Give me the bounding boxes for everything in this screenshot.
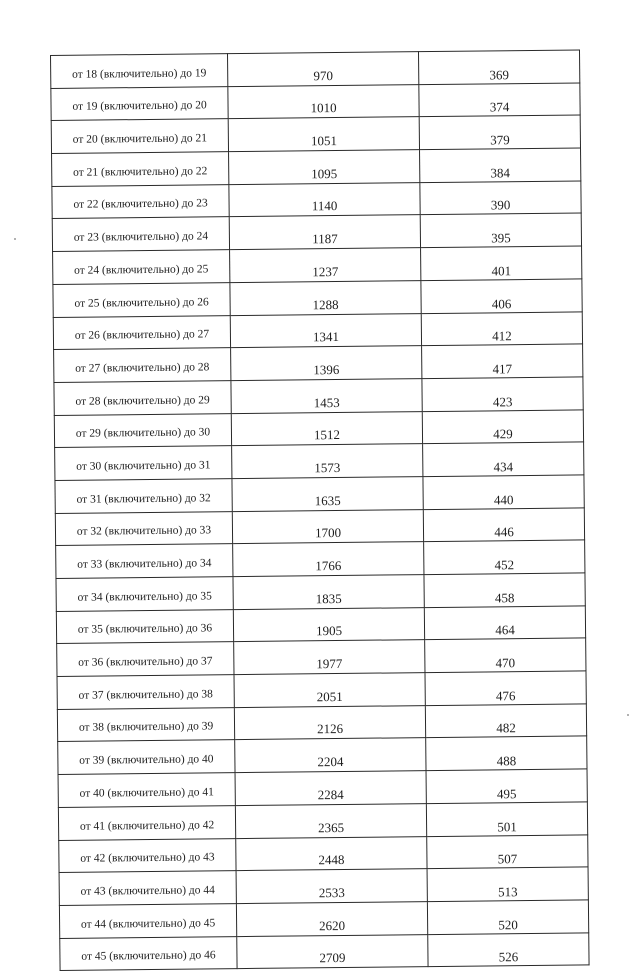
- range-cell: от 27 (включительно) до 28: [54, 348, 231, 383]
- value-cell-secondary: 429: [422, 409, 583, 443]
- range-cell: от 44 (включительно) до 45: [59, 903, 236, 938]
- value-cell-primary: 1835: [233, 575, 424, 610]
- value-cell-secondary: 406: [421, 279, 582, 313]
- range-cell: от 28 (включительно) до 29: [54, 380, 231, 415]
- value-cell-secondary: 526: [428, 932, 589, 966]
- value-cell-secondary: 507: [427, 834, 588, 868]
- range-cell: от 31 (включительно) до 32: [55, 479, 232, 514]
- value-cell-primary: 1512: [231, 411, 422, 446]
- range-cell: от 19 (включительно) до 20: [51, 86, 228, 121]
- value-cell-primary: 1977: [234, 640, 425, 675]
- table-row: [51, 115, 580, 153]
- range-cell: от 36 (включительно) до 37: [57, 642, 234, 677]
- value-cell-secondary: 464: [424, 606, 585, 640]
- range-cell: от 18 (включительно) до 19: [51, 54, 228, 89]
- range-cell: от 33 (включительно) до 34: [56, 544, 233, 579]
- value-cell-secondary: 488: [426, 736, 587, 770]
- value-cell-secondary: 434: [423, 442, 584, 476]
- range-cell: от 29 (включительно) до 30: [54, 413, 231, 448]
- range-cell: от 32 (включительно) до 33: [55, 511, 232, 546]
- value-cell-secondary: 390: [420, 181, 581, 215]
- value-cell-primary: 2533: [236, 869, 427, 904]
- value-cell-primary: 2709: [237, 934, 428, 969]
- table-row: [57, 704, 586, 742]
- value-cell-secondary: 379: [419, 115, 580, 149]
- table-row: [58, 802, 587, 840]
- table-row: [53, 246, 582, 284]
- value-cell-primary: 1341: [230, 313, 421, 348]
- value-cell-secondary: 446: [423, 508, 584, 542]
- value-cell-primary: 2365: [235, 803, 426, 838]
- table-row: [54, 344, 583, 382]
- table-row: [55, 508, 584, 546]
- range-cell: от 20 (включительно) до 21: [51, 119, 228, 154]
- table-row: [52, 181, 581, 219]
- value-cell-primary: 1573: [232, 444, 423, 479]
- table-row: [58, 769, 587, 807]
- range-cell: от 21 (включительно) до 22: [52, 152, 229, 187]
- table-row: [54, 409, 583, 447]
- value-cell-primary: 1396: [231, 346, 422, 381]
- table-row: [58, 736, 587, 774]
- table-row: [52, 148, 581, 186]
- range-cell: от 39 (включительно) до 40: [58, 740, 235, 775]
- value-cell-secondary: 513: [427, 867, 588, 901]
- value-cell-secondary: 384: [420, 148, 581, 182]
- table-row: [57, 671, 586, 709]
- table-row: [55, 442, 584, 480]
- value-cell-primary: 2051: [234, 673, 425, 708]
- table-row: [54, 377, 583, 415]
- table-row: [51, 83, 580, 121]
- value-cell-secondary: 369: [418, 50, 579, 84]
- value-cell-primary: 1453: [231, 378, 422, 413]
- range-cell: от 40 (включительно) до 41: [58, 773, 235, 808]
- scan-speck: [14, 238, 16, 240]
- value-cell-primary: 970: [227, 52, 418, 87]
- table-row: [59, 834, 588, 872]
- range-cell: от 34 (включительно) до 35: [56, 577, 233, 612]
- range-cell: от 41 (включительно) до 42: [58, 805, 235, 840]
- value-cell-primary: 1140: [229, 182, 420, 217]
- range-cell: от 30 (включительно) до 31: [55, 446, 232, 481]
- table-row: [56, 606, 585, 644]
- value-cell-secondary: 452: [424, 540, 585, 574]
- range-cell: от 22 (включительно) до 23: [52, 184, 229, 219]
- value-cell-primary: 1905: [233, 607, 424, 642]
- value-cell-primary: 1635: [232, 477, 423, 512]
- range-cell: от 25 (включительно) до 26: [53, 282, 230, 317]
- value-cell-primary: 1766: [233, 542, 424, 577]
- table-row: [53, 311, 582, 349]
- table-row: [57, 638, 586, 676]
- range-cell: от 38 (включительно) до 39: [57, 707, 234, 742]
- value-cell-primary: 1095: [229, 150, 420, 185]
- value-cell-primary: 1237: [230, 248, 421, 283]
- value-cell-secondary: 495: [426, 769, 587, 803]
- range-cell: от 43 (включительно) до 44: [59, 871, 236, 906]
- value-cell-secondary: 482: [425, 704, 586, 738]
- rate-table-wrapper: [50, 49, 588, 971]
- table-row: [52, 213, 581, 251]
- value-cell-secondary: 501: [426, 802, 587, 836]
- range-cell: от 35 (включительно) до 36: [56, 609, 233, 644]
- rate-table-body: [51, 50, 590, 971]
- range-cell: от 37 (включительно) до 38: [57, 675, 234, 710]
- value-cell-primary: 2620: [236, 901, 427, 936]
- table-row: [53, 279, 582, 317]
- value-cell-secondary: 423: [422, 377, 583, 411]
- table-row: [59, 900, 588, 938]
- value-cell-secondary: 520: [427, 900, 588, 934]
- value-cell-primary: 2204: [235, 738, 426, 773]
- table-row: [55, 475, 584, 513]
- value-cell-secondary: 440: [423, 475, 584, 509]
- table-row: [60, 932, 589, 970]
- table-row: [51, 50, 580, 88]
- value-cell-secondary: 395: [420, 213, 581, 247]
- value-cell-secondary: 374: [419, 83, 580, 117]
- value-cell-secondary: 401: [421, 246, 582, 280]
- table-row: [56, 540, 585, 578]
- value-cell-secondary: 458: [424, 573, 585, 607]
- value-cell-primary: 2448: [236, 836, 427, 871]
- value-cell-secondary: 476: [425, 671, 586, 705]
- value-cell-primary: 1187: [229, 215, 420, 250]
- value-cell-primary: 2284: [235, 771, 426, 806]
- range-cell: от 45 (включительно) до 46: [60, 936, 237, 971]
- range-cell: от 23 (включительно) до 24: [52, 217, 229, 252]
- value-cell-primary: 1010: [228, 84, 419, 119]
- value-cell-secondary: 470: [425, 638, 586, 672]
- rate-table: [50, 49, 590, 971]
- value-cell-secondary: 412: [421, 311, 582, 345]
- value-cell-primary: 1051: [228, 117, 419, 152]
- value-cell-secondary: 417: [422, 344, 583, 378]
- table-row: [59, 867, 588, 905]
- value-cell-primary: 1288: [230, 280, 421, 315]
- scan-speck: [627, 714, 629, 716]
- range-cell: от 42 (включительно) до 43: [59, 838, 236, 873]
- value-cell-primary: 1700: [232, 509, 423, 544]
- range-cell: от 26 (включительно) до 27: [53, 315, 230, 350]
- range-cell: от 24 (включительно) до 25: [53, 250, 230, 285]
- value-cell-primary: 2126: [234, 705, 425, 740]
- table-row: [56, 573, 585, 611]
